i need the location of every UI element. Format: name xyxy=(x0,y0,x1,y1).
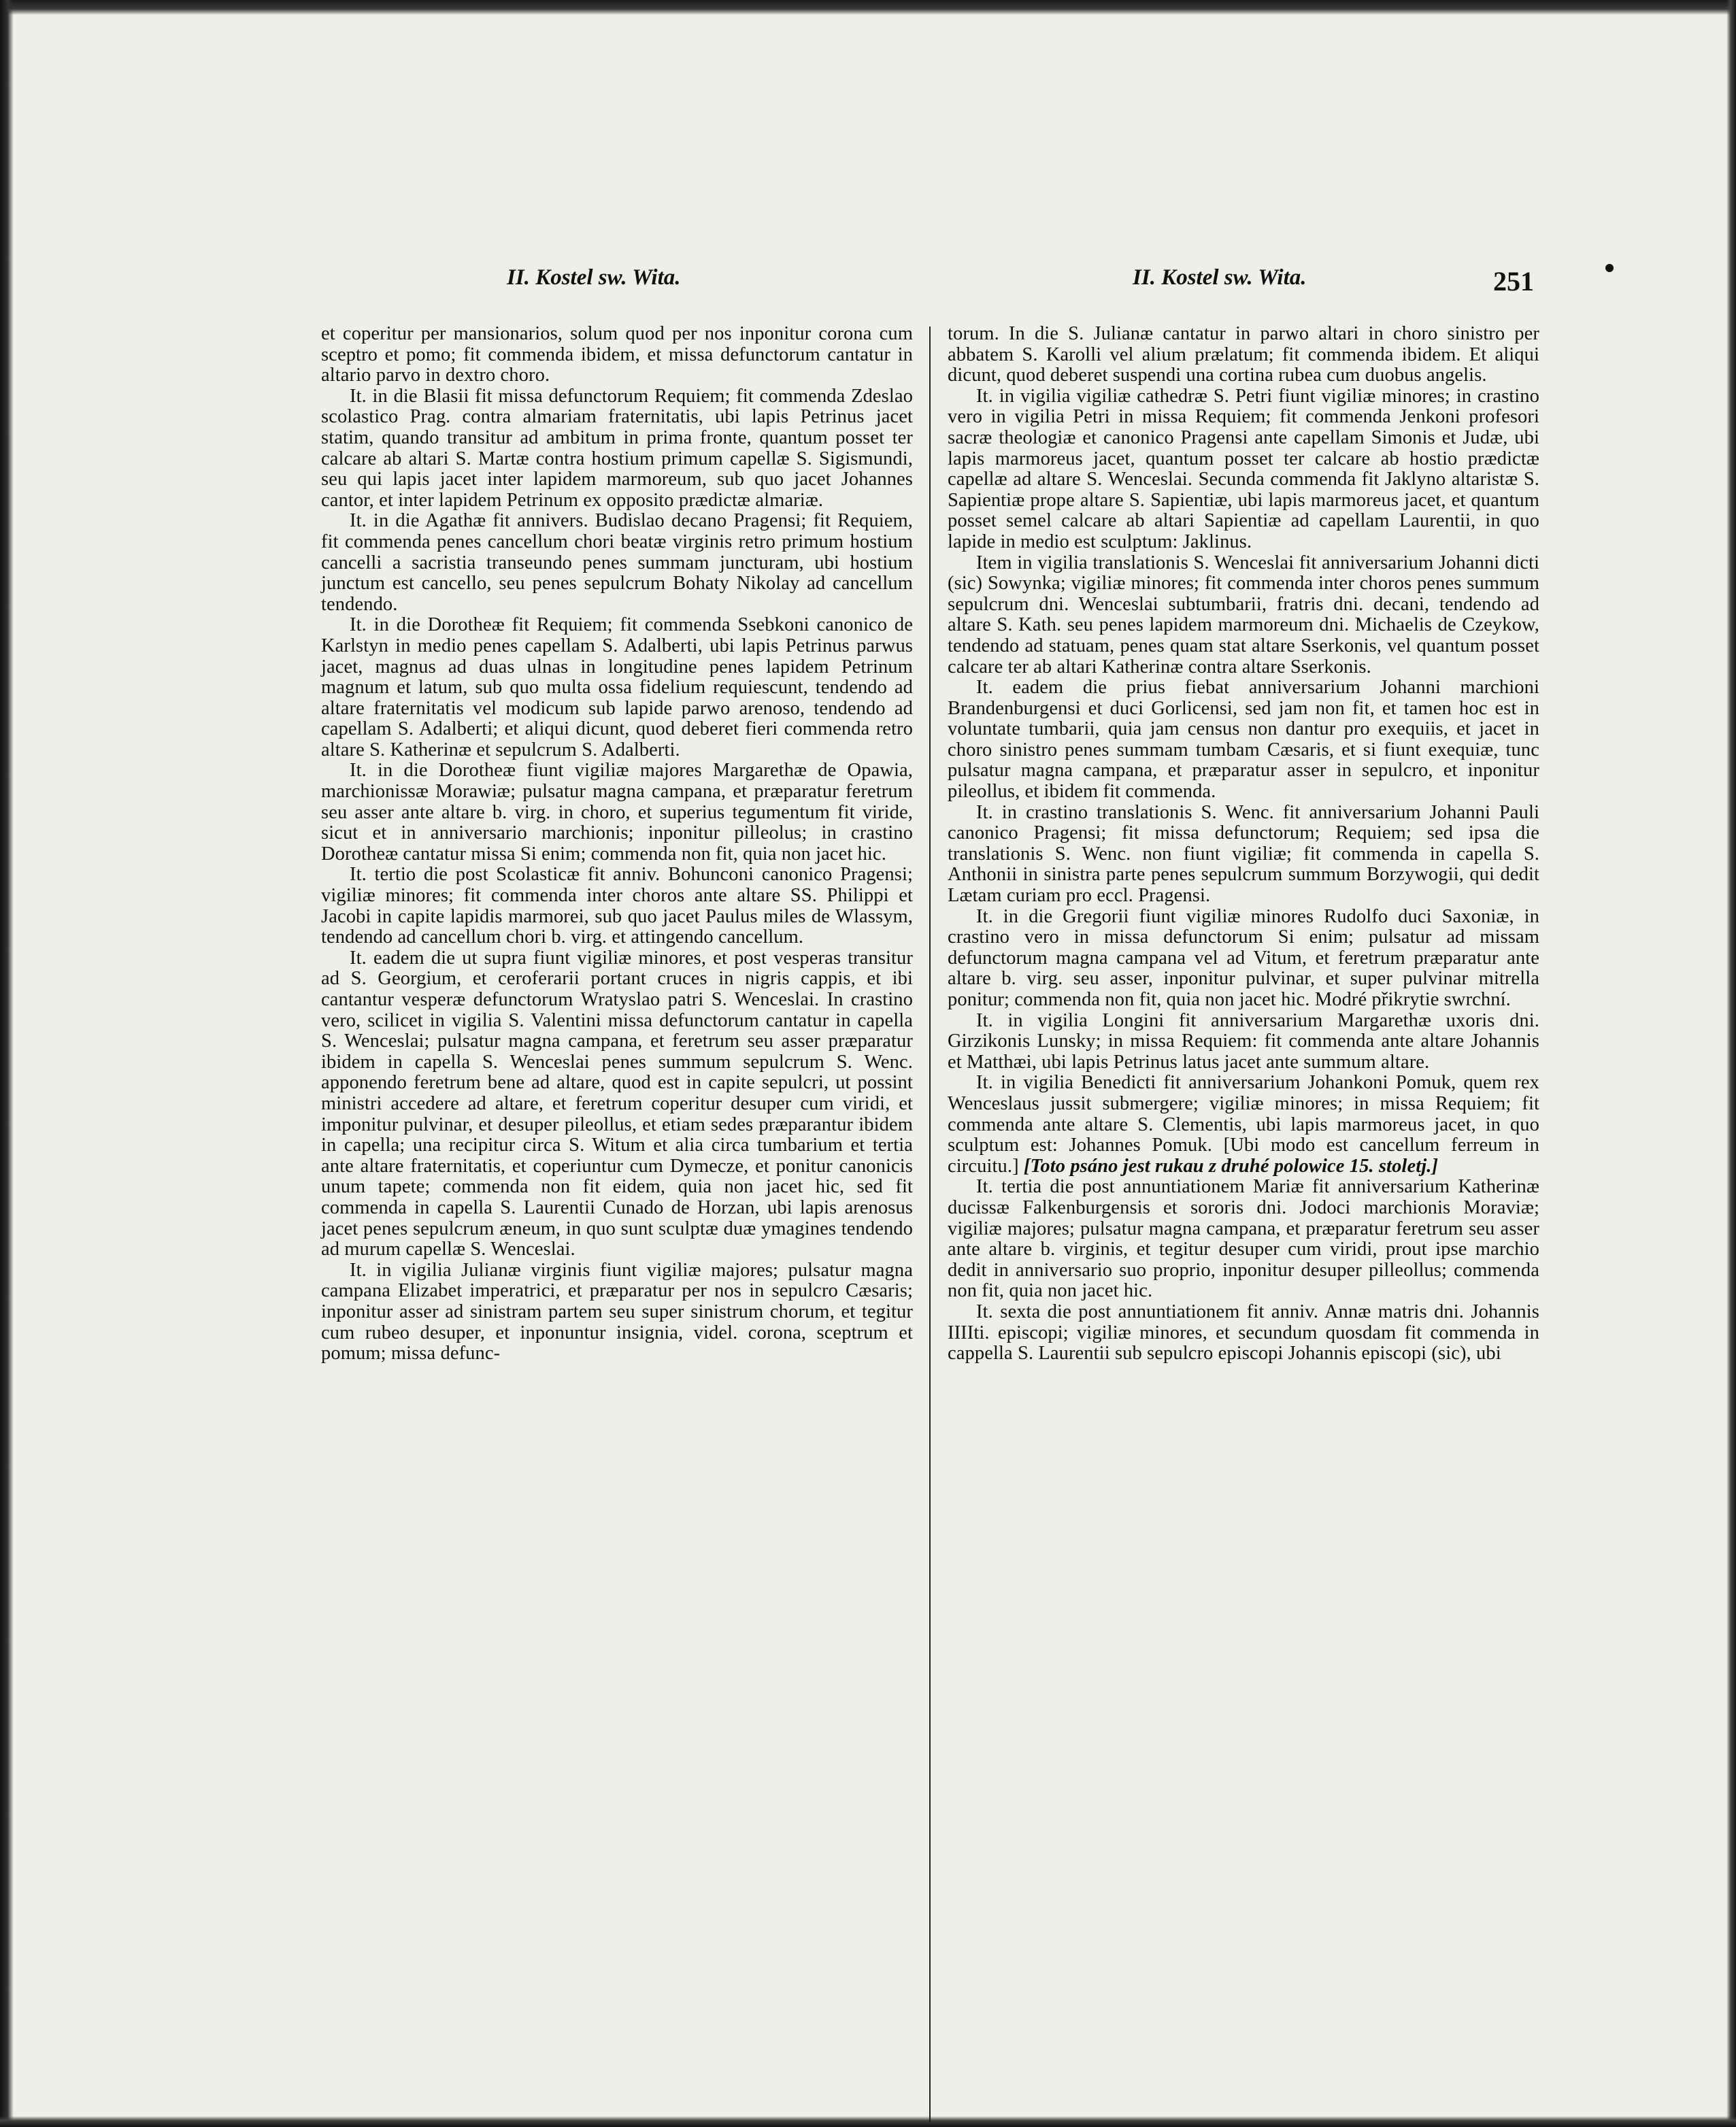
scan-border-left xyxy=(0,0,14,2127)
paragraph xyxy=(948,1073,1539,1177)
page-number: 251 xyxy=(1493,266,1534,297)
paragraph: It. eadem die ut supra fiunt vigiliæ minores, et post vesperas transitur ad S. Georgium, et ceroferarii portant cruces in nigris cappis, et ibi cantantur vesperæ defunctorum Wratyslao patri S. Wenceslai. In crastino vero, scilicet in vigilia S. Valentini missa defunctorum cantatur in capella S. Wenceslai; pulsatur magna campana, et feretrum seu asser præparatur ibidem in capella S. Wenceslai penes summum sepulcrum S. Wenc. apponendo feretrum bene ad altare, quod est in capite sepulcri, ut possint ministri accedere ad altare, et feretrum coperitur desuper cum viridi, et imponitur pulvinar, et desuper pileollus, et etiam sedes præparantur ibidem in capella; una recipitur circa S. Witum et alia circa tumbarium et tertia ante altare fraternitatis, et coperiuntur cum Dymecze, et ponitur canonicis unum tapete; commenda non fit eidem, quia non jacet hic, sed fit commenda in capella S. Laurentii Cunado de Horzan, ubi lapis arenosus jacet penes sepulcrum æneum, in quo sunt sculptæ duæ ymagines tendendo ad murum capellæ S. Wenceslai. xyxy=(321,947,913,1260)
page-header xyxy=(0,265,1736,306)
paragraph: It. tertio die post Scolasticæ fit anniv. Bohunconi canonico Pragensi; vigiliæ minores; fit commenda inter choros ante altare SS. Philippi et Jacobi in capite lapidis marmorei, sub quo jacet Paulus miles de Wlassym, tendendo ad cancellum chori b. virg. et attingendo cancellum. xyxy=(321,864,913,948)
paragraph: Item in vigilia translationis S. Wenceslai fit anniversarium Johanni dicti (sic) Sowynka; vigiliæ minores; fit commenda inter choros penes summum sepulcrum dni. Wenceslai subtumbarii, fratris dni. decani, tendendo ad altare S. Kath. seu penes lapidem marmoreum dni. Michaelis de Czeykow, tendendo ad statuam, penes quam stat altare Sserkonis, vel quantum posset calcare ter ab altari Katherinæ contra altare Sserkonis. xyxy=(948,552,1539,677)
paragraph: It. in vigilia Longini fit anniversarium Margarethæ uxoris dni. Girzikonis Lunsky; in missa Requiem: fit commenda ante altare Johannis et Matthæi, ubi lapis Petrinus latus jacet ante summum altare. xyxy=(948,1009,1539,1073)
editorial-note: [Toto psáno jest rukau z druhé polowice 15. stoletj.] xyxy=(1023,1155,1439,1177)
left-column xyxy=(321,324,913,1364)
right-column xyxy=(948,324,1539,1364)
paragraph: It. in crastino translationis S. Wenc. fit anniversarium Johanni Pauli canonico Pragensi; fit missa defunctorum; Requiem; sed ipsa die translationis S. Wenc. non fiunt vigiliæ; fit commenda in capella S. Anthonii in sinistra parte penes sepulcrum summum Borzywogii, qui dedit Lætam curiam pro eccl. Pragensi. xyxy=(948,801,1539,907)
paragraph: It. sexta die post annuntiationem fit anniv. Annæ matris dni. Johannis IIIIti. episcopi; vigiliæ minores, et secundum quosdam fit commenda in cappella S. Laurentii sub sepulcro episcopi Johannis episcopi (sic), ubi xyxy=(948,1301,1539,1364)
column-divider xyxy=(929,326,931,2122)
running-head-right: II. Kostel sw. Wita. xyxy=(1133,265,1307,290)
paragraph: It. in vigilia vigiliæ cathedræ S. Petri fiunt vigiliæ minores; in crastino vero in vigilia Petri in missa Requiem; fit commenda Jenkoni profesori sacræ theologiæ et canonico Pragensi ante capellam Simonis et Judæ, ubi lapis marmoreus jacet, quantum posset ter calcare ab hostio prædictæ capellæ ad altare S. Wenceslai. Secunda commenda fit Jaklyno altaristæ S. Sapientiæ prope altare S. Sapientiæ, ubi lapis marmoreus jacet, et quantum posset semel calcare ab altari Sapientiæ ad capellam Laurentii, in quo lapide in medio est sculptum: Jaklinus. xyxy=(948,385,1539,552)
running-head-left: II. Kostel sw. Wita. xyxy=(507,265,681,290)
paragraph: It. in die Dorotheæ fit Requiem; fit commenda Ssebkoni canonico de Karlstyn in medio penes capellam S. Adalberti, ubi lapis Petrinus parwus jacet, magnus ad duas ulnas in longitudine penes lapidem Petrinum magnum et latum, sub quo multa ossa fidelium requiescunt, tendendo ad altare fraternitatis vel modicum sub lapide parwo arenoso, tendendo ad capellam S. Adalberti; et aliqui dicunt, quod deberet fieri commenda retro altare S. Katherinæ et sepulcrum S. Adalberti. xyxy=(321,614,913,760)
paragraph-text: It. in vigilia Benedicti fit anniversarium Johankoni Pomuk, quem rex Wenceslaus jussit submergere; vigiliæ minores; in missa Requiem; fit commenda ante altare S. Clementis, ubi lapis marmoreus jacet, in quo sculptum est: Johannes Pomuk. [Ubi modo est cancellum ferreum in circuitu.] xyxy=(948,1072,1539,1177)
paragraph: torum. In die S. Julianæ cantatur in parwo altari in choro sinistro per abbatem S. Karolli vel alium prælatum; fit commenda ibidem. Et aliqui dicunt, quod deberet suspendi una cortina rubea cum duobus angelis. xyxy=(948,323,1539,386)
scan-border-bottom xyxy=(0,2116,1736,2127)
paragraph: It. eadem die prius fiebat anniversarium Johanni marchioni Brandenburgensi et duci Gorlicensi, sed jam non fit, et tamen hoc est in voluntate tumbarii, quia jam census non dantur pro exequiis, et jacet in choro sinistro penes summam tumbam Cæsaris, et si fiunt exequiæ, tunc pulsatur magna campana, et præparatur asser in sepulcro, et inponitur pileollus, et ibidem fit commenda. xyxy=(948,677,1539,803)
paragraph: It. tertia die post annuntiationem Mariæ fit anniversarium Katherinæ ducissæ Falkenburgensis et sororis dni. Jodoci marchionis Moraviæ; vigiliæ majores; pulsatur magna campana, et præparatur feretrum seu asser ante altare b. virginis, et tegitur desuper cum viridi, prout ipse marchio dedit in anniversario suo proprio, inponitur desuper pilleollus; commenda non fit, quia non jacet hic. xyxy=(948,1176,1539,1302)
paragraph: It. in die Agathæ fit annivers. Budislao decano Pragensi; fit Requiem, fit commenda penes cancellum chori beatæ virginis retro primum hostium cancelli a sacristia transeundo penes summam juncturam, ubi hostium junctum est cancello, seu penes sepulcrum Bohaty Nikolay ad cancellum tendendo. xyxy=(321,510,913,615)
margin-dot xyxy=(1605,264,1614,272)
paragraph: It. in die Gregorii fiunt vigiliæ minores Rudolfo duci Saxoniæ, in crastino vero in missa defunctorum Si enim; pulsatur ad missam defunctorum magna campana vel ad Vitum, et feretrum præparatur ante altare b. virg. seu asser, inponitur pulvinar, et super pulvinar mitrella ponitur; commenda non fit, quia non jacet hic. Modré přikrytie swrchní. xyxy=(948,905,1539,1010)
paragraph: It. in die Blasii fit missa defunctorum Requiem; fit commenda Zdeslao scolastico Prag. contra almariam fraternitatis, ubi lapis Petrinus jacet statim, quando transitur ad ambitum in prima fronte, quantum posset ter calcare ab altari S. Martæ contra hostium primum capellæ S. Sigismundi, seu qui lapis jacet inter lapidem marmoreum, sub quo jacet Johannes cantor, et inter lapidem Petrinum ex opposito prædictæ almariæ. xyxy=(321,385,913,511)
scan-border-top xyxy=(0,0,1736,15)
paragraph: et coperitur per mansionarios, solum quod per nos inponitur corona cum sceptro et pomo; fit commenda ibidem, et missa defunctorum cantatur in altario parvo in dextro choro. xyxy=(321,323,913,386)
paragraph: It. in vigilia Julianæ virginis fiunt vigiliæ majores; pulsatur magna campana Elizabet imperatrici, et præparatur per nos in sepulcro Cæsaris; inponitur asser ad sinistram partem seu super sinistrum chorum, et tegitur cum rubeo desuper, et inponuntur insignia, videl. corona, sceptrum et pomum; missa defunc- xyxy=(321,1259,913,1364)
scan-border-right xyxy=(1726,0,1736,2127)
paragraph: It. in die Dorotheæ fiunt vigiliæ majores Margarethæ de Opawia, marchionissæ Morawiæ; pulsatur magna campana, et præparatur feretrum seu asser ante altare b. virg. in choro, et superius tegumentum fit viride, sicut et in anniversario marchionis; inponitur pilleolus; in crastino Dorotheæ cantatur missa Si enim; commenda non fit, quia non jacet hic. xyxy=(321,760,913,865)
